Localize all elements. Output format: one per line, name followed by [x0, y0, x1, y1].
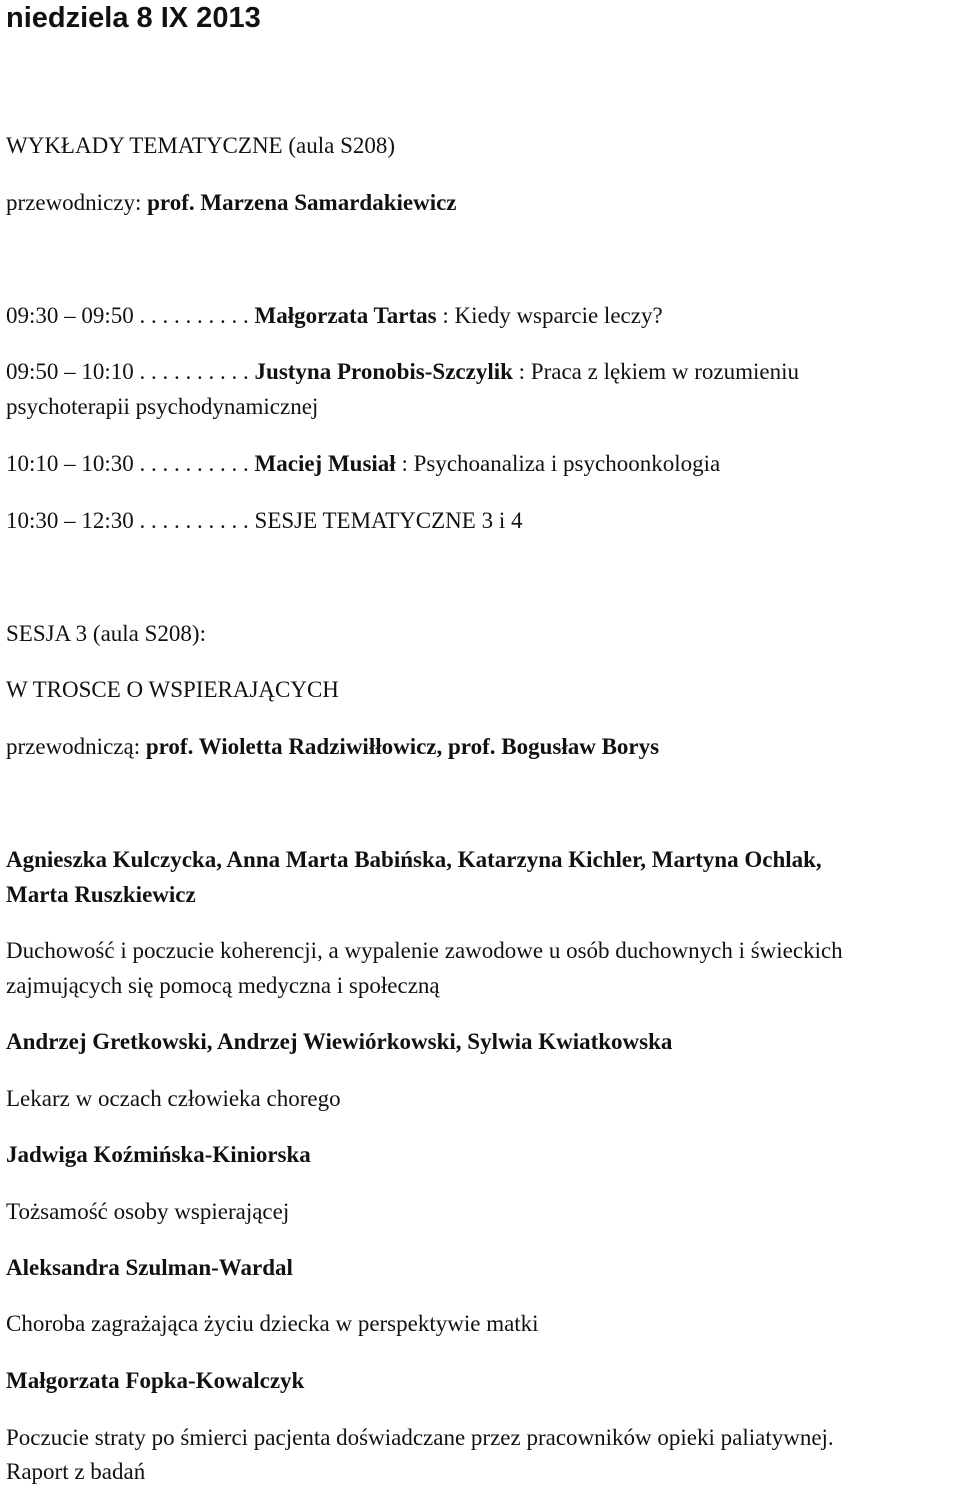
talk-title: Lekarz w oczach człowieka chorego — [6, 1086, 341, 1111]
schedule-speaker: Małgorzata Tartas — [254, 303, 437, 328]
lectures-chair — [6, 186, 960, 220]
talk-authors: Aleksandra Szulman-Wardal — [6, 1255, 293, 1280]
chair-name: prof. Marzena Samardakiewicz — [147, 190, 457, 215]
schedule-separator: : — [436, 303, 455, 328]
chair-label: przewodniczy: — [6, 190, 148, 215]
session-subtitle: W TROSCE O WSPIERAJĄCYCH — [6, 677, 339, 702]
chair-names: prof. Wioletta Radziwiłłowicz, prof. Bogusław Borys — [145, 734, 660, 759]
schedule-separator: : — [512, 359, 531, 384]
page-title: niedziela 8 IX 2013 — [6, 2, 261, 34]
schedule-item — [6, 355, 960, 389]
schedule-time: 10:30 – 12:30 . . . . . . . . . . — [6, 508, 255, 533]
talk-title: Tożsamość osoby wspierającej — [6, 1199, 290, 1224]
talk-authors: Agnieszka Kulczycka, Anna Marta Babińska, Katarzyna Kichler, Martyna Ochlak, — [6, 847, 822, 872]
talk-title: Duchowość i poczucie koherencji, a wypalenie zawodowe u osób duchownych i świeckich — [6, 938, 843, 963]
talk-title: Choroba zagrażająca życiu dziecka w perspektywie matki — [6, 1311, 539, 1336]
schedule-speaker: Maciej Musiał — [254, 451, 396, 476]
session-heading: SESJA 3 (aula S208): — [6, 621, 206, 646]
schedule-separator: : — [395, 451, 414, 476]
schedule-topic: Praca z lękiem w rozumieniu — [530, 359, 800, 384]
talk-authors: Jadwiga Koźmińska-Kiniorska — [6, 1142, 311, 1167]
chair-label: przewodniczą: — [6, 734, 146, 759]
session-chairs — [6, 730, 960, 764]
talk-title: Raport z badań — [6, 1459, 146, 1484]
lectures-heading: WYKŁADY TEMATYCZNE (aula S208) — [6, 133, 396, 158]
talk-authors: Marta Ruszkiewicz — [6, 882, 196, 907]
schedule-topic: Psychoanaliza i psychoonkologia — [413, 451, 721, 476]
talk-title: Poczucie straty po śmierci pacjenta doświadczane przez pracowników opieki paliatywnej. — [6, 1425, 834, 1450]
schedule-time: 09:30 – 09:50 . . . . . . . . . . — [6, 303, 255, 328]
schedule-item — [6, 504, 960, 538]
talk-authors: Andrzej Gretkowski, Andrzej Wiewiórkowski, Sylwia Kwiatkowska — [6, 1029, 673, 1054]
talk-authors: Małgorzata Fopka-Kowalczyk — [6, 1368, 305, 1393]
schedule-item — [6, 447, 960, 481]
schedule-topic: Kiedy wsparcie leczy? — [454, 303, 663, 328]
schedule-topic-continued: psychoterapii psychodynamicznej — [6, 394, 319, 419]
schedule-time: 09:50 – 10:10 . . . . . . . . . . — [6, 359, 255, 384]
schedule-speaker: Justyna Pronobis-Szczylik — [254, 359, 513, 384]
schedule-text: SESJE TEMATYCZNE 3 i 4 — [254, 508, 523, 533]
talk-title: zajmujących się pomocą medyczna i społeczną — [6, 973, 440, 998]
schedule-item — [6, 299, 960, 333]
schedule-time: 10:10 – 10:30 . . . . . . . . . . — [6, 451, 255, 476]
